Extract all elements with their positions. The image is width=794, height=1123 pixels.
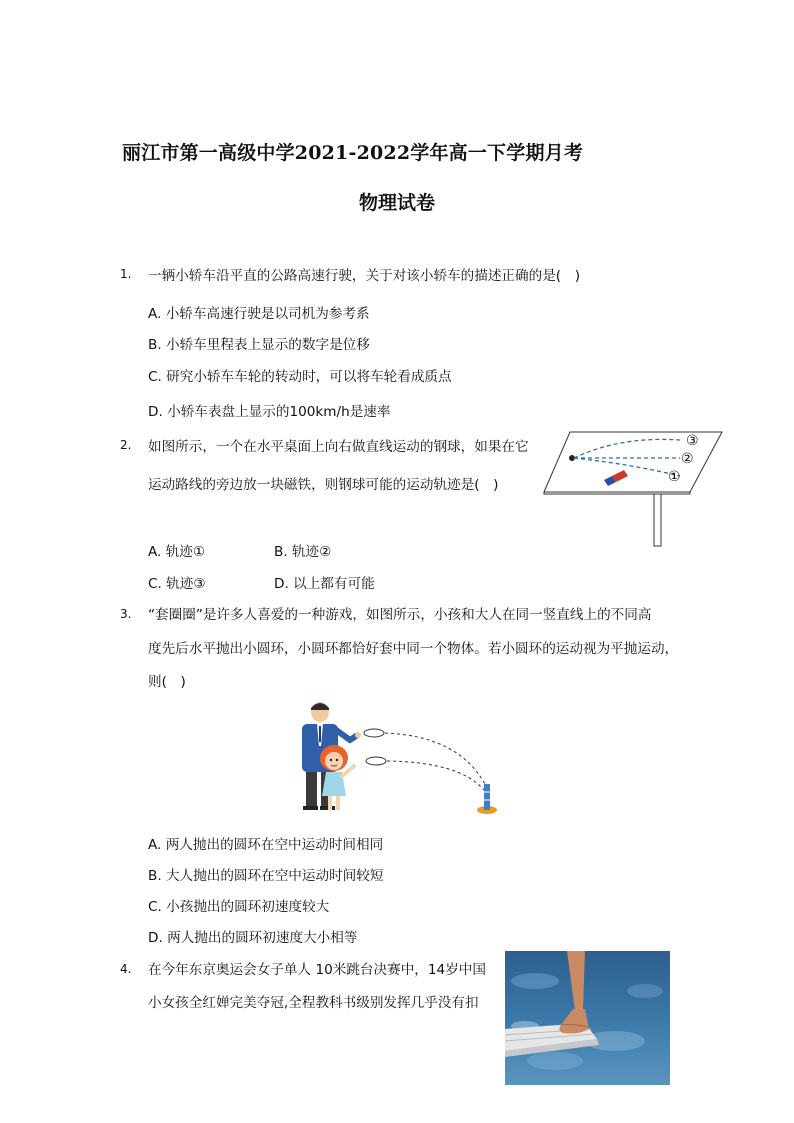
diving-photo [505, 951, 670, 1085]
question-1-stem: 一辆小轿车沿平直的公路高速行驶，关于对该小轿车的描述正确的是( ) [148, 268, 581, 284]
question-3-option-b: B. 大人抛出的圆环在空中运动时间较短 [148, 868, 384, 884]
question-4-number: 4. [120, 962, 132, 976]
trajectory-label-3: ③ [686, 433, 699, 449]
question-2-option-a: A. 轨迹① [148, 544, 206, 560]
exam-subtitle: 物理试卷 [358, 192, 435, 214]
question-1-option-c: C. 研究小轿车车轮的转动时，可以将车轮看成质点 [148, 369, 452, 385]
adult-ring-icon [364, 729, 384, 737]
target-post-icon [477, 784, 497, 814]
question-4-stem-line-1: 在今年东京奥运会女子单人 10米跳台决赛中，14岁中国 [148, 962, 486, 978]
question-3-stem-line-2: 度先后水平抛出小圆环，小圆环都恰好套中同一个物体。若小圆环的运动视为平抛运动， [148, 641, 679, 657]
child-ring-icon [366, 757, 386, 765]
question-3-stem-line-3: 则( ) [148, 674, 186, 690]
question-2-option-c: C. 轨迹③ [148, 576, 206, 592]
question-1-option-b: B. 小轿车里程表上显示的数字是位移 [148, 337, 370, 353]
question-3-number: 3. [120, 607, 132, 621]
question-3-option-d: D. 两人抛出的圆环初速度大小相等 [148, 930, 358, 946]
trajectory-label-2: ② [681, 451, 694, 467]
trajectory-label-1: ① [668, 469, 681, 485]
table-magnet-figure [540, 428, 724, 550]
question-1-option-a: A. 小轿车高速行驶是以司机为参考系 [148, 306, 370, 322]
exam-title: 丽江市第一高级中学2021-2022学年高一下学期月考 [122, 142, 584, 164]
question-1-number: 1. [120, 267, 132, 281]
question-2-option-b: B. 轨迹② [274, 544, 332, 560]
question-3-stem-line-1: “套圈圈”是许多人喜爱的一种游戏，如图所示，小孩和大人在同一竖直线上的不同高 [148, 607, 652, 623]
question-2-number: 2. [120, 438, 132, 452]
ring-toss-figure [290, 700, 502, 820]
question-2-stem-line-1: 如图所示，一个在水平桌面上向右做直线运动的钢球，如果在它 [148, 439, 529, 455]
question-1-option-d: D. 小轿车表盘上显示的100km/h是速率 [148, 404, 391, 420]
question-3-option-c: C. 小孩抛出的圆环初速度较大 [148, 899, 330, 915]
question-2-stem-line-2: 运动路线的旁边放一块磁铁，则钢球可能的运动轨迹是( ) [148, 477, 499, 493]
question-4-stem-line-2: 小女孩全红婵完美夺冠,全程教科书级别发挥几乎没有扣 [148, 995, 479, 1011]
question-2-option-d: D. 以上都有可能 [274, 576, 375, 592]
question-3-option-a: A. 两人抛出的圆环在空中运动时间相同 [148, 837, 384, 853]
